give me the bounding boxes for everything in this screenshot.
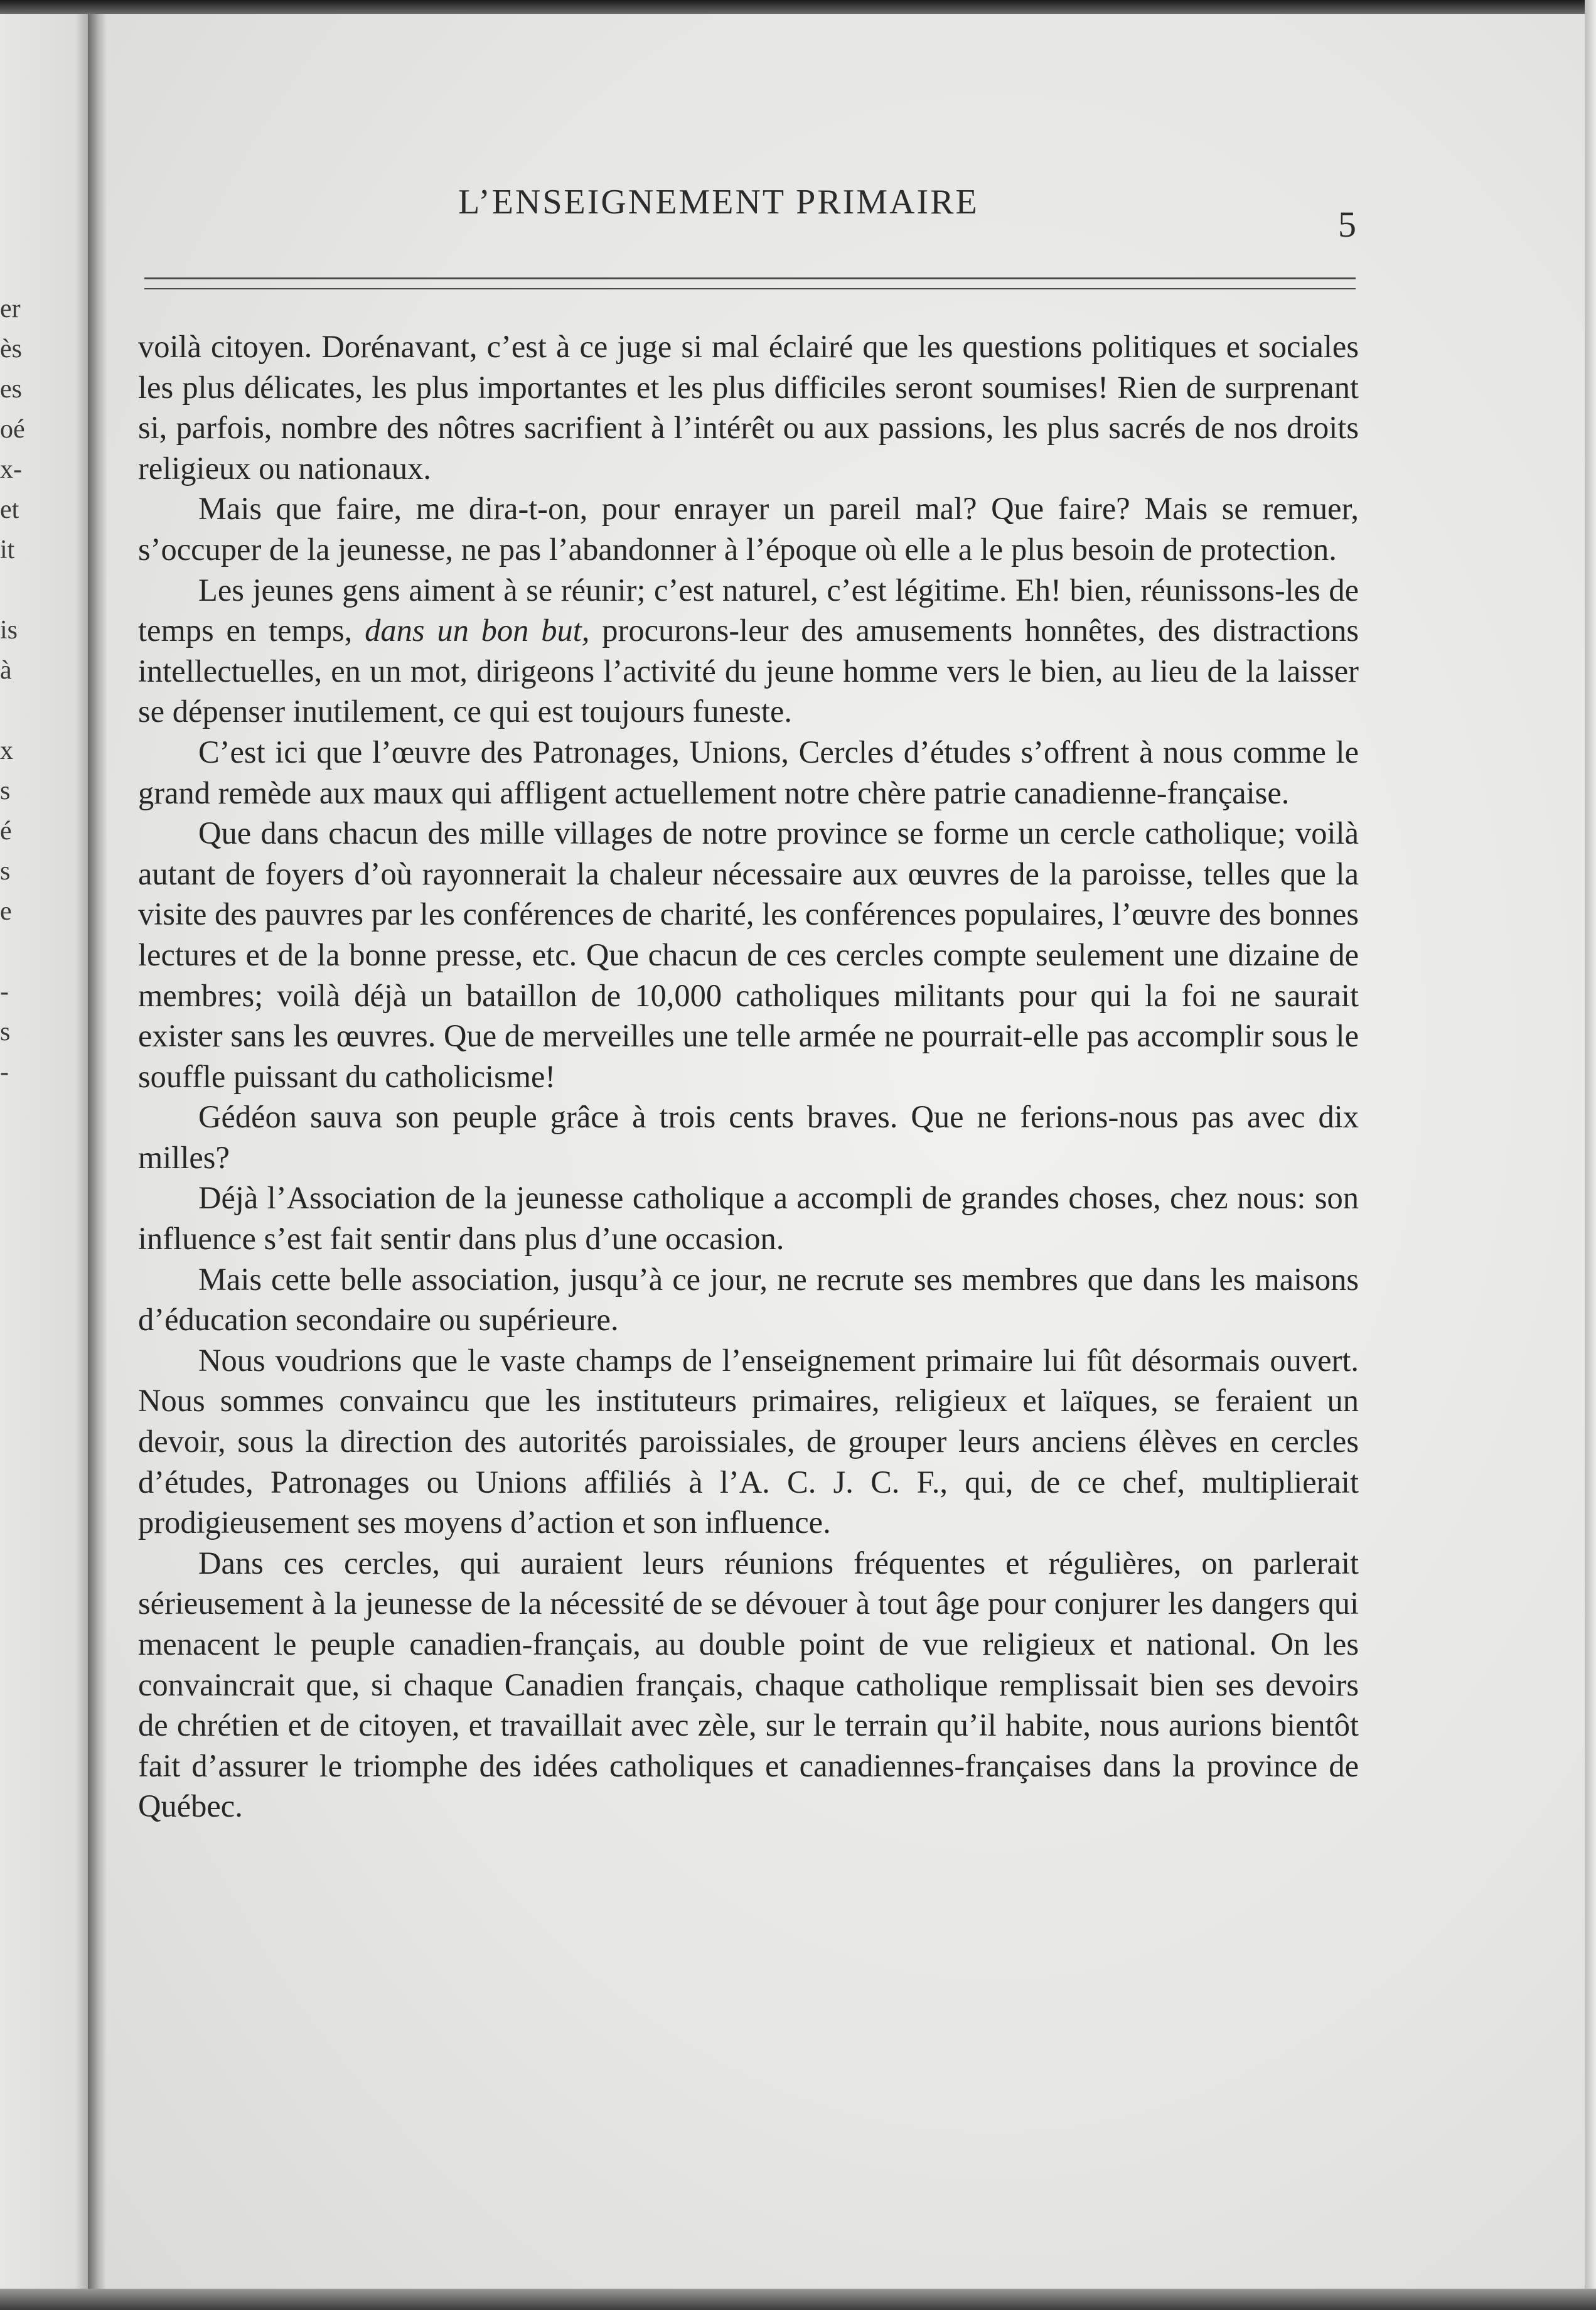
previous-page-fragment: it [0, 535, 15, 564]
italic-phrase: dans un bon but, [365, 613, 590, 648]
previous-page-fragment: s [0, 776, 11, 805]
scan-bottom-edge [0, 2289, 1596, 2310]
previous-page-fragment: oé [0, 415, 25, 444]
previous-page-text-fragments [0, 289, 25, 1092]
paragraph: Que dans chacun des mille villages de notre province se forme un cercle catholique; voilà autant de foyers d’où rayonnerait la chaleur nécessaire aux œuvres de la paroisse, telles que la visite des pauvres par les conférences de charité, les conférences populaires, l’œuvre des bonnes lectures et de la bonne presse, etc. Que chacun de ces cercles compte seulement une dizaine de membres; voilà déjà un bataillon de 10,000 catholiques militants pour qui la foi ne saurait exister sans les œuvres. Que de merveilles une telle armée ne pourrait-elle pas accomplir sous le souffle puissant du catholicisme! [138, 815, 1359, 1094]
paragraph: C’est ici que l’œuvre des Patronages, Unions, Cercles d’études s’offrent à nous comme le grand remède aux maux qui affligent actuellement notre chère patrie canadienne-française. [138, 734, 1359, 810]
previous-page-fragment [0, 690, 25, 731]
paragraph: voilà citoyen. Dorénavant, c’est à ce juge si mal éclairé que les questions politiques et sociales les plus délicates, les plus importantes et les plus difficiles seront soumises! Rien de surprenant si, parfois, nombre des nôtres sacrifient à l’intérêt ou aux passions, les plus sacrés de nos droits religieux ou nationaux. [138, 329, 1359, 486]
scan-top-edge [0, 0, 1596, 14]
paragraph: Mais cette belle association, jusqu’à ce jour, ne recrute ses membres que dans les maisons d’éducation secondaire ou supérieure. [138, 1261, 1359, 1338]
previous-page-fragment: - [0, 1058, 9, 1087]
previous-page-fragment: is [0, 616, 18, 645]
previous-page-fragment: e [0, 897, 12, 926]
previous-page-fragment: s [0, 1018, 11, 1046]
paragraph: Gédéon sauva son peuple grâce à trois cents braves. Que ne ferions-nous pas avec dix milles? [138, 1099, 1359, 1175]
previous-page-fragment: x- [0, 455, 22, 484]
paragraph-text: Les jeunes gens aiment à se réunir; c’est naturel, c’est légitime. Eh! bien, réunissons-les de temps en temps, [138, 572, 1359, 648]
previous-page-fragment: ès [0, 335, 22, 363]
previous-page-fragment [0, 932, 25, 972]
book-page [107, 14, 1585, 2289]
previous-page-fragment: - [0, 977, 9, 1006]
scan-right-edge [1585, 0, 1596, 2310]
running-title: L’ENSEIGNEMENT PRIMAIRE [458, 183, 979, 222]
paragraph: Nous voudrions que le vaste champs de l’enseignement primaire lui fût désormais ouvert. Nous sommes convaincu que les instituteurs primaires, religieux et laïques, se feraient un devoir, sous la direction des autorités paroissiales, de grouper leurs anciens élèves en cercles d’études, Patronages ou Unions affiliés à l’A. C. J. C. F., qui, de ce chef, multiplierait prodigieusement ses moyens d’action et son influence. [138, 1342, 1359, 1540]
paragraph: Mais que faire, me dira-t-on, pour enrayer un pareil mal? Que faire? Mais se remuer, s’occuper de la jeunesse, ne pas l’abandonner à l’époque où elle a le plus besoin de protection. [138, 491, 1359, 567]
previous-page-fragment: er [0, 294, 21, 323]
previous-page-fragment: é [0, 817, 12, 846]
page-number: 5 [1338, 204, 1356, 245]
paragraph: Déjà l’Association de la jeunesse catholique a accompli de grandes choses, chez nous: son influence s’est fait sentir dans plus d’une occasion. [138, 1180, 1359, 1257]
header-double-rule [144, 277, 1356, 289]
paragraph: Dans ces cercles, qui auraient leurs réunions fréquentes et régulières, on parlerait sérieusement à la jeunesse de la nécessité de se dévouer à tout âge pour conjurer les dangers qui menacent le peuple canadien-français, au double point de vue religieux et national. On les convaincrait que, si chaque Canadien français, chaque catholique remplissait bien ses devoirs de chrétien et de citoyen, et travaillait avec zèle, sur le terrain qu’il habite, nous aurions bientôt fait d’assurer le triomphe des idées catholiques et canadiennes-françaises dans la province de Québec. [138, 1545, 1359, 1824]
paragraph [138, 570, 1359, 732]
binding-gutter [88, 0, 107, 2310]
previous-page-fragment: x [0, 736, 13, 765]
previous-page-fragment: et [0, 495, 19, 524]
previous-page-fragment [0, 570, 25, 610]
previous-page-fragment: s [0, 857, 11, 886]
paragraph-text: procurons-leur des amusements honnêtes, des distractions intellectuelles, en un mot, dirigeons l’activité du jeune homme vers le bien, au lieu de la laisser se dépenser inutilement, ce qui est toujours funeste. [138, 613, 1359, 729]
previous-page-fragment: à [0, 656, 12, 685]
previous-page-fragment: es [0, 375, 22, 404]
body-text [138, 326, 1359, 1827]
